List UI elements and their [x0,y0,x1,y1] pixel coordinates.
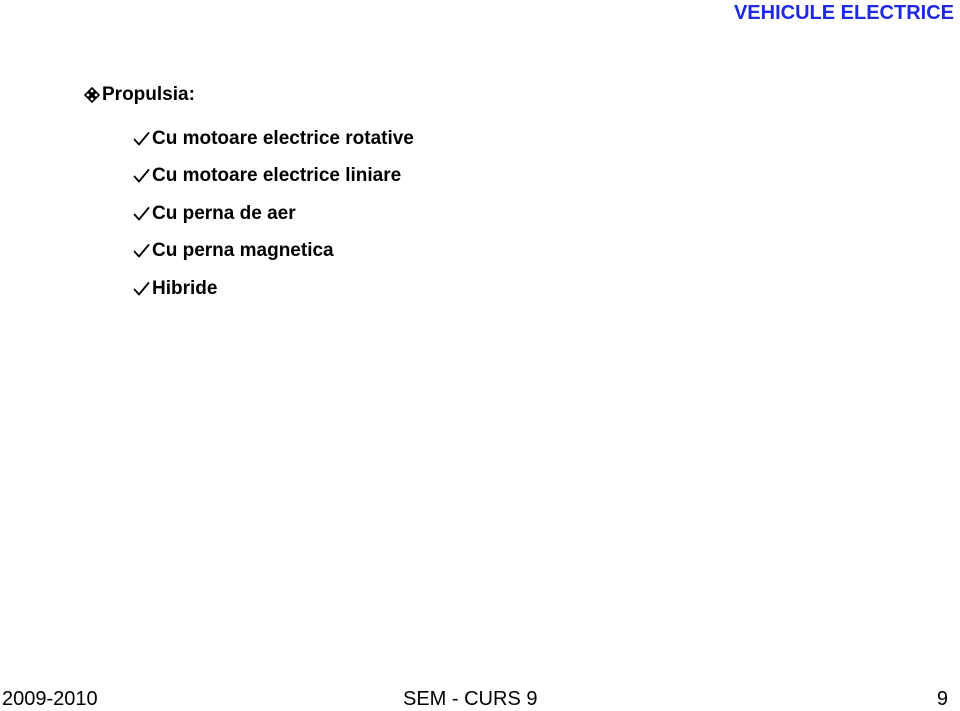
checkmark-icon [133,131,150,147]
list-item [133,195,414,233]
list-item [133,270,414,308]
checkmark-icon [133,206,150,222]
list-item [133,120,414,158]
list-item-label: Cu perna de aer [152,202,296,224]
section-heading [84,84,195,106]
list-item [133,233,414,271]
list-item-label: Hibride [152,277,218,299]
checkmark-icon [133,281,150,297]
footer-academic-year: 2009-2010 [2,688,98,710]
section-heading-label: Propulsia: [102,84,195,105]
checkmark-icon [133,168,150,184]
bullet-list [133,120,414,308]
slide-title: VEHICULE ELECTRICE [733,2,954,24]
checkmark-icon [133,243,150,259]
list-item-label: Cu perna magnetica [152,240,334,262]
footer-course: SEM - CURS 9 [403,688,538,710]
slide-footer [0,688,960,711]
list-item-label: Cu motoare electrice liniare [152,165,402,187]
diamond-bullet-icon [84,87,100,103]
list-item [133,158,414,196]
list-item-label: Cu motoare electrice rotative [152,127,414,149]
page-number: 9 [936,688,948,710]
